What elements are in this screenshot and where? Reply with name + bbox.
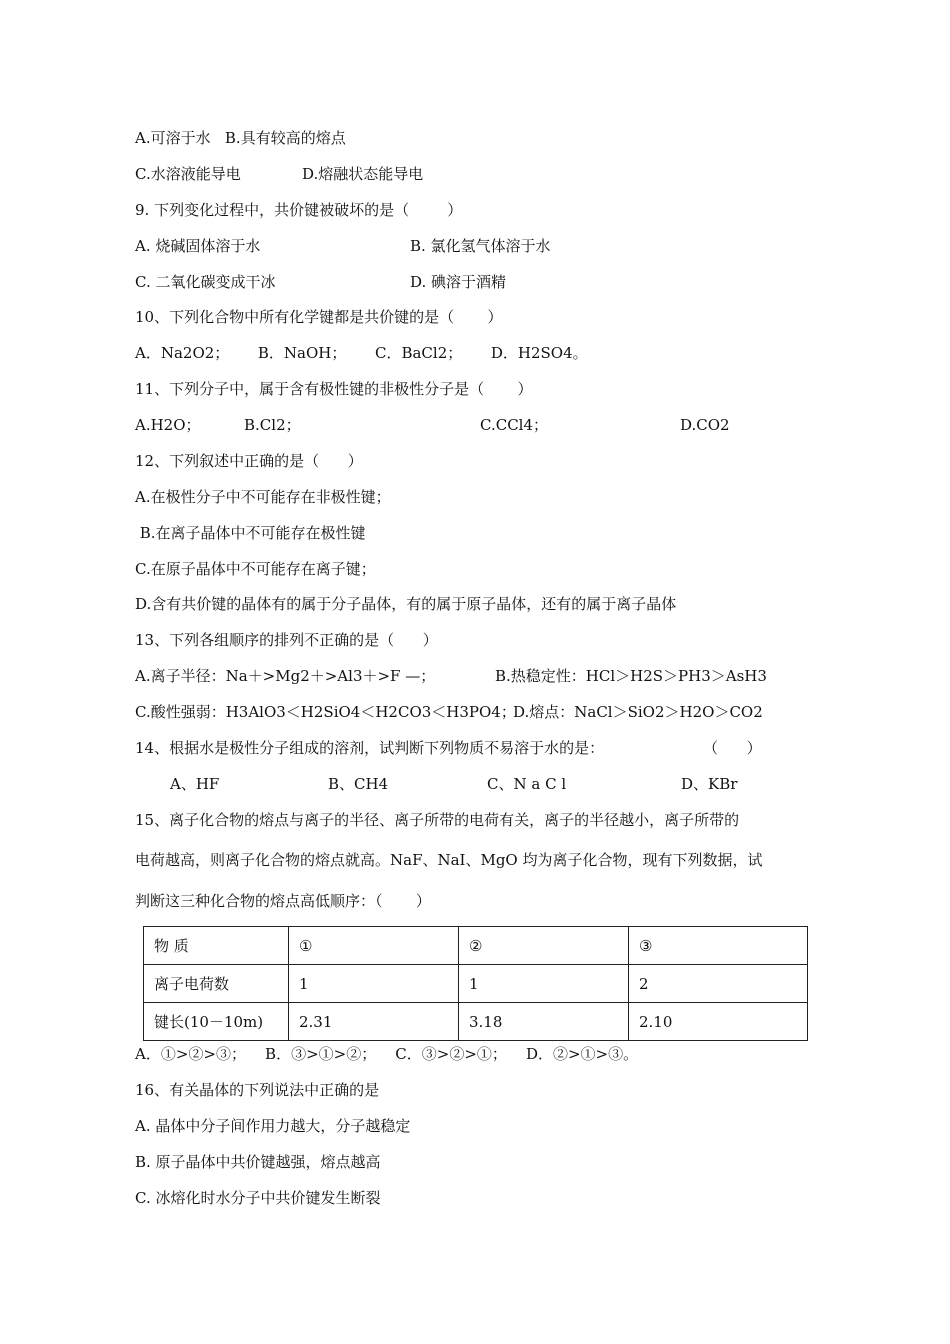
q16-option-c: C. 冰熔化时水分子中共价键发生断裂 [135, 1189, 381, 1207]
q11-option-a: A.H2O； [135, 416, 201, 434]
q9-option-a: A. 烧碱固体溶于水 [135, 237, 261, 255]
q14-option-a: A、HF [170, 775, 220, 793]
table-cell: 离子电荷数 [144, 965, 289, 1003]
q14-option-c: C、N a C l [487, 775, 567, 793]
q11-option-c: C.CCl4； [480, 416, 549, 434]
table-cell: 1 [289, 965, 459, 1003]
q14-option-d: D、KBr [681, 775, 738, 793]
table-cell: 2.10 [629, 1003, 808, 1041]
q8-option-c: C.水溶液能导电 [135, 165, 241, 183]
table-header-row [144, 927, 808, 965]
table-cell: 2 [629, 965, 808, 1003]
q12-option-d: D.含有共价键的晶体有的属于分子晶体，有的属于原子晶体，还有的属于离子晶体 [135, 595, 677, 613]
q9-option-c: C. 二氧化碳变成干冰 [135, 273, 276, 291]
table-cell: 物 质 [144, 927, 289, 965]
q11-option-b: B.Cl2； [244, 416, 301, 434]
q16-option-b: B. 原子晶体中共价键越强，熔点越高 [135, 1153, 381, 1171]
table-cell: 2.31 [289, 1003, 459, 1041]
q16-option-a: A. 晶体中分子间作用力越大，分子越稳定 [135, 1117, 411, 1135]
q13-option-a: A.离子半径：Na＋>Mg2＋>Al3＋>F —； [135, 667, 436, 685]
table-cell: 3.18 [459, 1003, 629, 1041]
q12-option-a: A.在极性分子中不可能存在非极性键； [135, 488, 391, 506]
q8-option-d: D.熔融状态能导电 [302, 165, 424, 183]
table-row [144, 965, 808, 1003]
question-10: 10、下列化合物中所有化学键都是共价键的是（ ） [135, 308, 503, 326]
question-13: 13、下列各组顺序的排列不正确的是（ ） [135, 631, 438, 649]
question-15-line3: 判断这三种化合物的熔点高低顺序：（ ） [135, 892, 431, 910]
q12-option-b: B.在离子晶体中不可能存在极性键 [135, 524, 366, 542]
q12-option-c: C.在原子晶体中不可能存在离子键； [135, 560, 376, 578]
question-15-line2: 电荷越高，则离子化合物的熔点就高。NaF、NaI、MgO 均为离子化合物，现有下列数据，试 [135, 851, 763, 869]
q9-option-b: B. 氯化氢气体溶于水 [410, 237, 551, 255]
question-16: 16、有关晶体的下列说法中正确的是 [135, 1081, 380, 1099]
q9-option-d: D. 碘溶于酒精 [410, 273, 507, 291]
table-cell: ① [289, 927, 459, 965]
question-15-line1: 15、离子化合物的熔点与离子的半径、离子所带的电荷有关，离子的半径越小，离子所带的 [135, 811, 740, 829]
question-9: 9. 下列变化过程中，共价键被破坏的是（ ） [135, 201, 463, 219]
question-11: 11、下列分子中，属于含有极性键的非极性分子是（ ） [135, 380, 533, 398]
table-cell: 1 [459, 965, 629, 1003]
ion-data-table [143, 926, 808, 1041]
table-cell: ② [459, 927, 629, 965]
q14-answer-paren: （ ） [703, 739, 762, 757]
q11-option-d: D.CO2 [680, 416, 730, 434]
q10-options: A．Na2O2； B．NaOH； C．BaCl2； D．H2SO4。 [135, 344, 588, 362]
q13-option-b: B.热稳定性：HCl＞H2S＞PH3＞AsH3 [495, 667, 767, 685]
q15-options: A．①>②>③； B．③>①>②； C．③>②>①； D．②>①>③。 [135, 1045, 639, 1063]
q13-option-d: D.熔点：NaCl＞SiO2＞H2O＞CO2 [513, 703, 763, 721]
table-cell: 键长(10－10m) [144, 1003, 289, 1041]
question-14: 14、根据水是极性分子组成的溶剂，试判断下列物质不易溶于水的是： [135, 739, 605, 757]
q13-option-c: C.酸性强弱：H3AlO3＜H2SiO4＜H2CO3＜H3PO4； [135, 703, 516, 721]
question-12: 12、下列叙述中正确的是（ ） [135, 452, 363, 470]
table-row [144, 1003, 808, 1041]
q8-options-ab: A.可溶于水 B.具有较高的熔点 [135, 129, 346, 147]
q14-option-b: B、CH4 [328, 775, 389, 793]
table-cell: ③ [629, 927, 808, 965]
